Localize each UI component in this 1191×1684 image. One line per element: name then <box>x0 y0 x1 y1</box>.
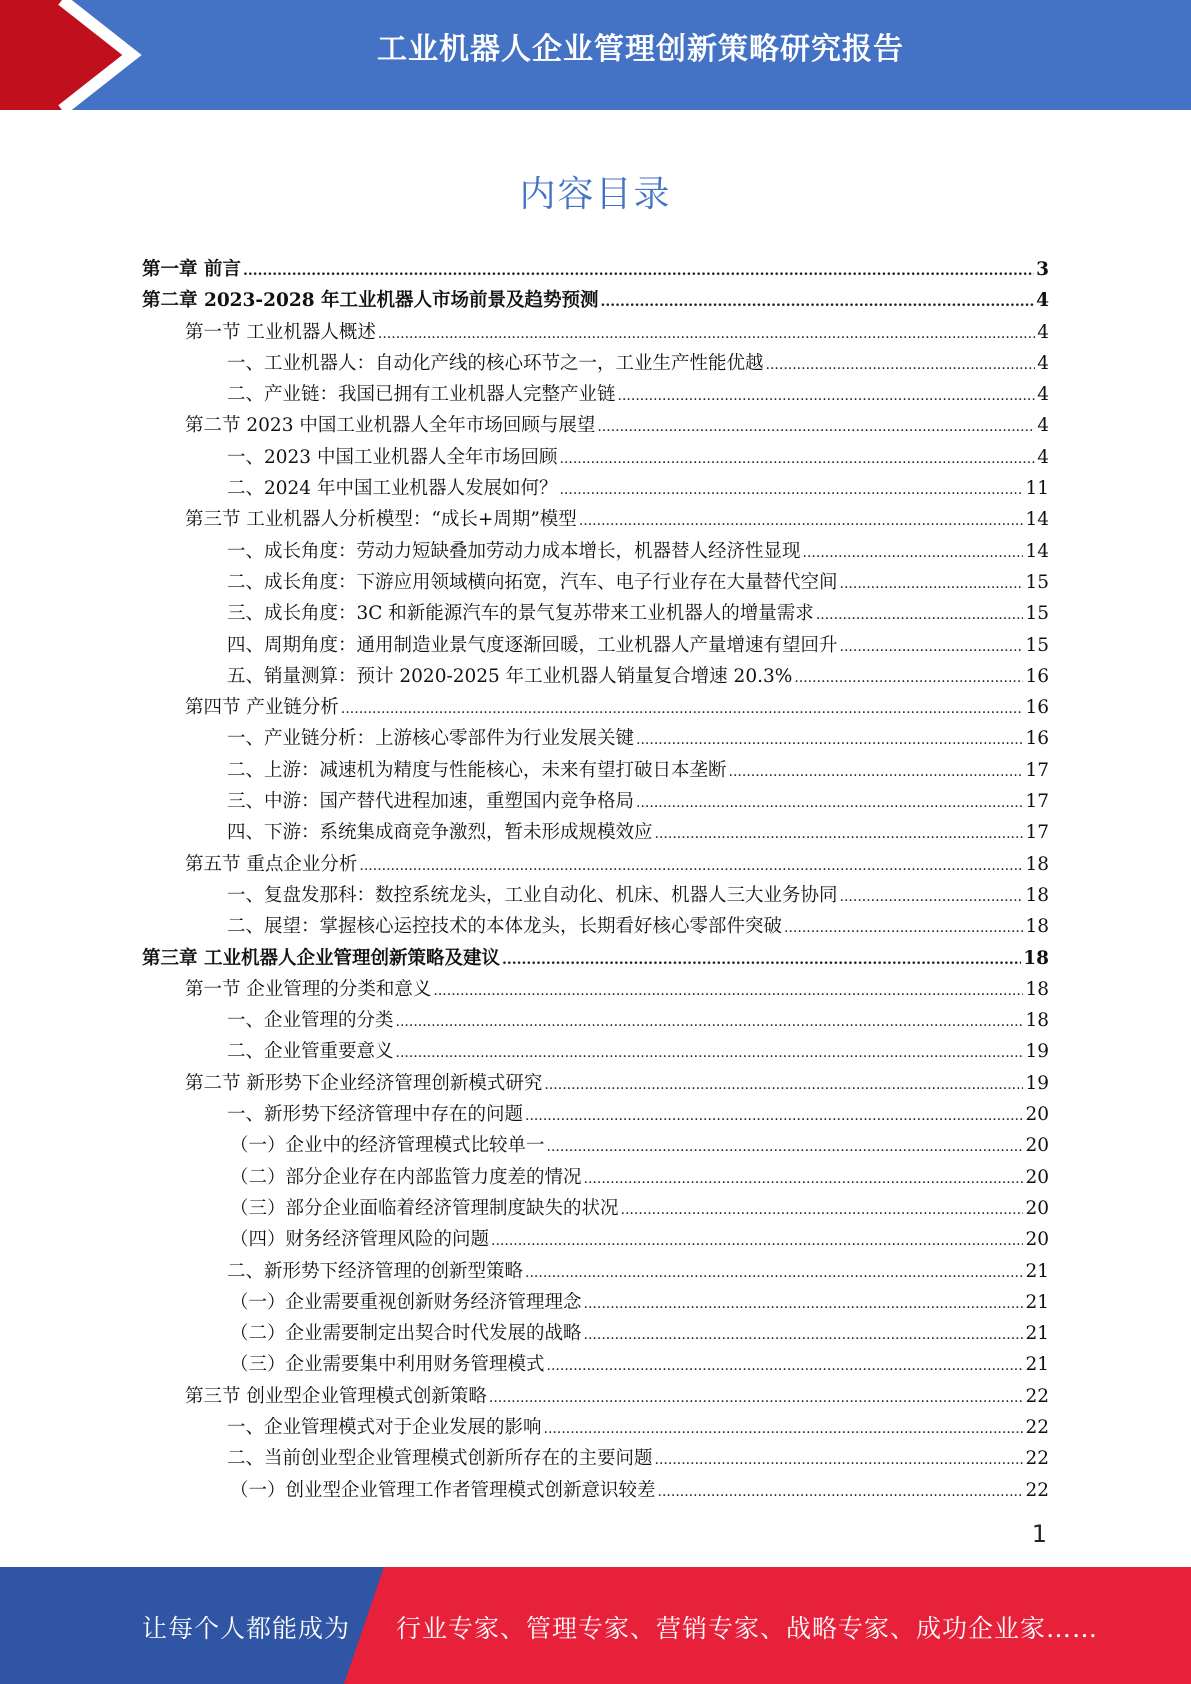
toc-entry[interactable] <box>142 1475 1049 1506</box>
dot-leader <box>525 1258 1023 1289</box>
toc-entry[interactable] <box>142 1443 1049 1474</box>
toc-entry-title: 第三节 工业机器人分析模型：“成长+周期”模型 <box>185 509 577 531</box>
toc-entry-page: 18 <box>1025 853 1049 875</box>
dot-leader <box>655 819 1024 850</box>
toc-entry-title: （二）企业需要制定出契合时代发展的战略 <box>230 1323 582 1345</box>
page-header <box>0 0 1191 110</box>
toc-entry-page: 21 <box>1025 1323 1049 1345</box>
toc-entry-title: 三、中游：国产替代进程加速，重塑国内竞争格局 <box>227 791 635 813</box>
toc-entry[interactable] <box>142 285 1049 316</box>
toc-entry[interactable] <box>142 723 1049 754</box>
dot-leader <box>544 1070 1023 1101</box>
toc-entry[interactable] <box>142 536 1049 567</box>
toc-entry-title: 一、工业机器人：自动化产线的核心环节之一，工业生产性能优越 <box>227 352 764 374</box>
dot-leader <box>579 506 1024 537</box>
dot-leader <box>341 694 1024 725</box>
dot-leader <box>729 757 1024 788</box>
toc-entry[interactable] <box>142 786 1049 817</box>
toc-entry-title: 一、产业链分析：上游核心零部件为行业发展关键 <box>227 728 635 750</box>
toc-entry-page: 16 <box>1025 665 1049 687</box>
toc-entry-page: 4 <box>1037 384 1049 406</box>
toc-entry-title: 一、新形势下经济管理中存在的问题 <box>227 1104 524 1126</box>
toc-entry[interactable] <box>142 943 1049 974</box>
page-footer <box>0 1567 1191 1684</box>
toc-entry[interactable] <box>142 1224 1049 1255</box>
footer-slogan-left: 让每个人都能成为 <box>142 1614 351 1643</box>
toc-entry-page: 22 <box>1025 1448 1049 1470</box>
dot-leader <box>584 1320 1024 1351</box>
toc-entry-page: 21 <box>1025 1260 1049 1282</box>
toc-entry-page: 16 <box>1025 697 1049 719</box>
toc-entry[interactable] <box>142 1349 1049 1380</box>
toc-entry-title: 第一节 工业机器人概述 <box>185 321 376 343</box>
toc-entry-title: 第一节 企业管理的分类和意义 <box>185 978 432 1000</box>
toc-entry-page: 18 <box>1025 916 1049 938</box>
toc-entry-title: 第一章 前言 <box>142 259 241 280</box>
toc-entry-title: 一、成长角度：劳动力短缺叠加劳动力成本增长，机器替人经济性显现 <box>227 540 801 562</box>
toc-entry[interactable] <box>142 410 1049 441</box>
table-of-contents <box>142 254 1049 1506</box>
toc-entry[interactable] <box>142 567 1049 598</box>
toc-entry[interactable] <box>142 630 1049 661</box>
toc-entry-title: 第三章 工业机器人企业管理创新策略及建议 <box>142 947 500 969</box>
toc-entry[interactable] <box>142 598 1049 629</box>
dot-leader <box>243 256 1034 287</box>
toc-entry-title: 一、2023 中国工业机器人全年市场回顾 <box>227 446 558 468</box>
dot-leader <box>502 945 1021 976</box>
dot-leader <box>584 1289 1024 1320</box>
toc-entry-page: 4 <box>1037 415 1049 437</box>
toc-entry-title: 第四节 产业链分析 <box>185 697 339 719</box>
toc-entry[interactable] <box>142 661 1049 692</box>
toc-entry[interactable] <box>142 254 1049 285</box>
toc-entry-page: 16 <box>1025 728 1049 750</box>
toc-entry-title: 二、当前创业型企业管理模式创新所存在的主要问题 <box>227 1448 653 1470</box>
toc-entry[interactable] <box>142 1130 1049 1161</box>
toc-entry-title: （四）财务经济管理风险的问题 <box>230 1229 490 1251</box>
toc-entry-page: 20 <box>1025 1229 1049 1251</box>
toc-entry-title: 二、新形势下经济管理的创新型策略 <box>227 1260 524 1282</box>
toc-entry-title: 四、下游：系统集成商竞争激烈，暂未形成规模效应 <box>227 822 653 844</box>
dot-leader <box>525 1101 1023 1132</box>
page-number: 1 <box>1031 1520 1047 1548</box>
toc-entry[interactable] <box>142 442 1049 473</box>
toc-entry-title: （二）部分企业存在内部监管力度差的情况 <box>230 1166 582 1188</box>
toc-entry-title: 第五节 重点企业分析 <box>185 853 358 875</box>
toc-entry[interactable] <box>142 379 1049 410</box>
dot-leader <box>491 1226 1023 1257</box>
toc-entry[interactable] <box>142 1193 1049 1224</box>
toc-entry-page: 20 <box>1025 1166 1049 1188</box>
dot-leader <box>559 475 1023 506</box>
dot-leader <box>618 381 1036 412</box>
toc-entry-title: （三）企业需要集中利用财务管理模式 <box>230 1354 545 1376</box>
toc-entry-title: 四、周期角度：通用制造业景气度逐渐回暖，工业机器人产量增速有望回升 <box>227 634 838 656</box>
dot-leader <box>597 412 1035 443</box>
toc-entry-page: 17 <box>1025 822 1049 844</box>
toc-entry-page: 20 <box>1025 1197 1049 1219</box>
toc-entry[interactable] <box>142 1287 1049 1318</box>
dot-leader <box>433 976 1023 1007</box>
toc-entry[interactable] <box>142 1318 1049 1349</box>
dot-leader <box>636 725 1023 756</box>
toc-entry[interactable] <box>142 849 1049 880</box>
toc-entry-page: 19 <box>1025 1072 1049 1094</box>
toc-entry[interactable] <box>142 974 1049 1005</box>
dot-leader <box>784 913 1023 944</box>
toc-entry[interactable] <box>142 504 1049 535</box>
toc-entry[interactable] <box>142 755 1049 786</box>
dot-leader <box>655 1445 1024 1476</box>
toc-entry[interactable] <box>142 1162 1049 1193</box>
toc-entry-title: 二、上游：减速机为精度与性能核心，未来有望打破日本垄断 <box>227 759 727 781</box>
toc-entry-page: 18 <box>1023 947 1049 969</box>
toc-entry-title: 二、成长角度：下游应用领域横向拓宽，汽车、电子行业存在大量替代空间 <box>227 571 838 593</box>
toc-entry-page: 18 <box>1025 1010 1049 1032</box>
toc-entry-title: （三）部分企业面临着经济管理制度缺失的状况 <box>230 1197 619 1219</box>
toc-entry-page: 22 <box>1025 1385 1049 1407</box>
toc-entry[interactable] <box>142 473 1049 504</box>
dot-leader <box>547 1351 1024 1382</box>
toc-entry[interactable] <box>142 1068 1049 1099</box>
toc-entry[interactable] <box>142 880 1049 911</box>
toc-entry-title: 五、销量测算：预计 2020-2025 年工业机器人销量复合增速 20.3% <box>227 665 793 687</box>
dot-leader <box>584 1164 1024 1195</box>
dot-leader <box>396 1038 1024 1069</box>
toc-entry-page: 14 <box>1025 540 1049 562</box>
dot-leader <box>544 1414 1024 1445</box>
dot-leader <box>547 1132 1024 1163</box>
toc-entry-page: 15 <box>1025 571 1049 593</box>
toc-entry-page: 4 <box>1036 290 1049 312</box>
dot-leader <box>489 1383 1024 1414</box>
report-title: 工业机器人企业管理创新策略研究报告 <box>377 32 904 67</box>
dot-leader <box>766 350 1036 381</box>
toc-entry-title: （一）创业型企业管理工作者管理模式创新意识较差 <box>230 1479 656 1501</box>
toc-entry-title: 二、产业链：我国已拥有工业机器人完整产业链 <box>227 384 616 406</box>
toc-entry-page: 22 <box>1025 1416 1049 1438</box>
toc-entry-title: 三、成长角度：3C 和新能源汽车的景气复苏带来工业机器人的增量需求 <box>227 603 814 625</box>
toc-entry-page: 21 <box>1025 1291 1049 1313</box>
toc-entry-page: 4 <box>1037 321 1049 343</box>
toc-entry-title: 二、企业管重要意义 <box>227 1041 394 1063</box>
toc-entry-title: （一）企业需要重视创新财务经济管理理念 <box>230 1291 582 1313</box>
dot-leader <box>621 1195 1024 1226</box>
red-arrow-banner <box>0 0 150 110</box>
dot-leader <box>794 663 1023 694</box>
toc-entry-page: 15 <box>1025 603 1049 625</box>
toc-entry[interactable] <box>142 348 1049 379</box>
dot-leader <box>396 1007 1024 1038</box>
toc-entry[interactable] <box>142 817 1049 848</box>
dot-leader <box>559 444 1035 475</box>
toc-entry[interactable] <box>142 317 1049 348</box>
toc-entry-title: 第二节 2023 中国工业机器人全年市场回顾与展望 <box>185 415 596 437</box>
toc-entry-page: 11 <box>1025 478 1049 500</box>
toc-entry-title: 第二章 2023-2028 年工业机器人市场前景及趋势预测 <box>142 290 599 312</box>
dot-leader <box>840 569 1024 600</box>
dot-leader <box>359 851 1023 882</box>
toc-entry-page: 14 <box>1025 509 1049 531</box>
toc-entry[interactable] <box>142 1256 1049 1287</box>
toc-entry[interactable] <box>142 1036 1049 1067</box>
toc-entry[interactable] <box>142 911 1049 942</box>
toc-entry-title: 二、2024 年中国工业机器人发展如何？ <box>227 478 558 500</box>
toc-entry-title: 一、复盘发那科：数控系统龙头，工业自动化、机床、机器人三大业务协同 <box>227 884 838 906</box>
toc-entry-title: 第二节 新形势下企业经济管理创新模式研究 <box>185 1072 543 1094</box>
toc-entry-page: 15 <box>1025 634 1049 656</box>
toc-entry[interactable] <box>142 1381 1049 1412</box>
toc-entry[interactable] <box>142 1412 1049 1443</box>
toc-entry[interactable] <box>142 1005 1049 1036</box>
dot-leader <box>601 287 1035 318</box>
toc-entry-page: 20 <box>1025 1104 1049 1126</box>
toc-entry-title: 第三节 创业型企业管理模式创新策略 <box>185 1385 487 1407</box>
toc-entry-page: 21 <box>1025 1354 1049 1376</box>
dot-leader <box>840 632 1024 663</box>
toc-entry-title: （一）企业中的经济管理模式比较单一 <box>230 1135 545 1157</box>
toc-entry-page: 18 <box>1025 884 1049 906</box>
toc-heading: 内容目录 <box>519 174 672 215</box>
toc-entry[interactable] <box>142 1099 1049 1130</box>
toc-entry[interactable] <box>142 692 1049 723</box>
dot-leader <box>636 788 1023 819</box>
toc-entry-title: 二、展望：掌握核心运控技术的本体龙头，长期看好核心零部件突破 <box>227 916 783 938</box>
toc-entry-page: 19 <box>1025 1041 1049 1063</box>
toc-entry-page: 17 <box>1025 791 1049 813</box>
toc-entry-page: 18 <box>1025 978 1049 1000</box>
dot-leader <box>658 1477 1024 1508</box>
toc-entry-title: 一、企业管理的分类 <box>227 1010 394 1032</box>
toc-entry-page: 3 <box>1036 259 1049 280</box>
toc-entry-page: 17 <box>1025 759 1049 781</box>
dot-leader <box>840 882 1024 913</box>
toc-entry-title: 一、企业管理模式对于企业发展的影响 <box>227 1416 542 1438</box>
toc-entry-page: 4 <box>1037 352 1049 374</box>
dot-leader <box>803 538 1024 569</box>
toc-entry-page: 20 <box>1025 1135 1049 1157</box>
footer-slogan-right: 行业专家、管理专家、营销专家、战略专家、成功企业家…… <box>396 1614 1099 1643</box>
toc-entry-page: 4 <box>1037 446 1049 468</box>
toc-entry-page: 22 <box>1025 1479 1049 1501</box>
dot-leader <box>816 600 1024 631</box>
dot-leader <box>378 319 1035 350</box>
